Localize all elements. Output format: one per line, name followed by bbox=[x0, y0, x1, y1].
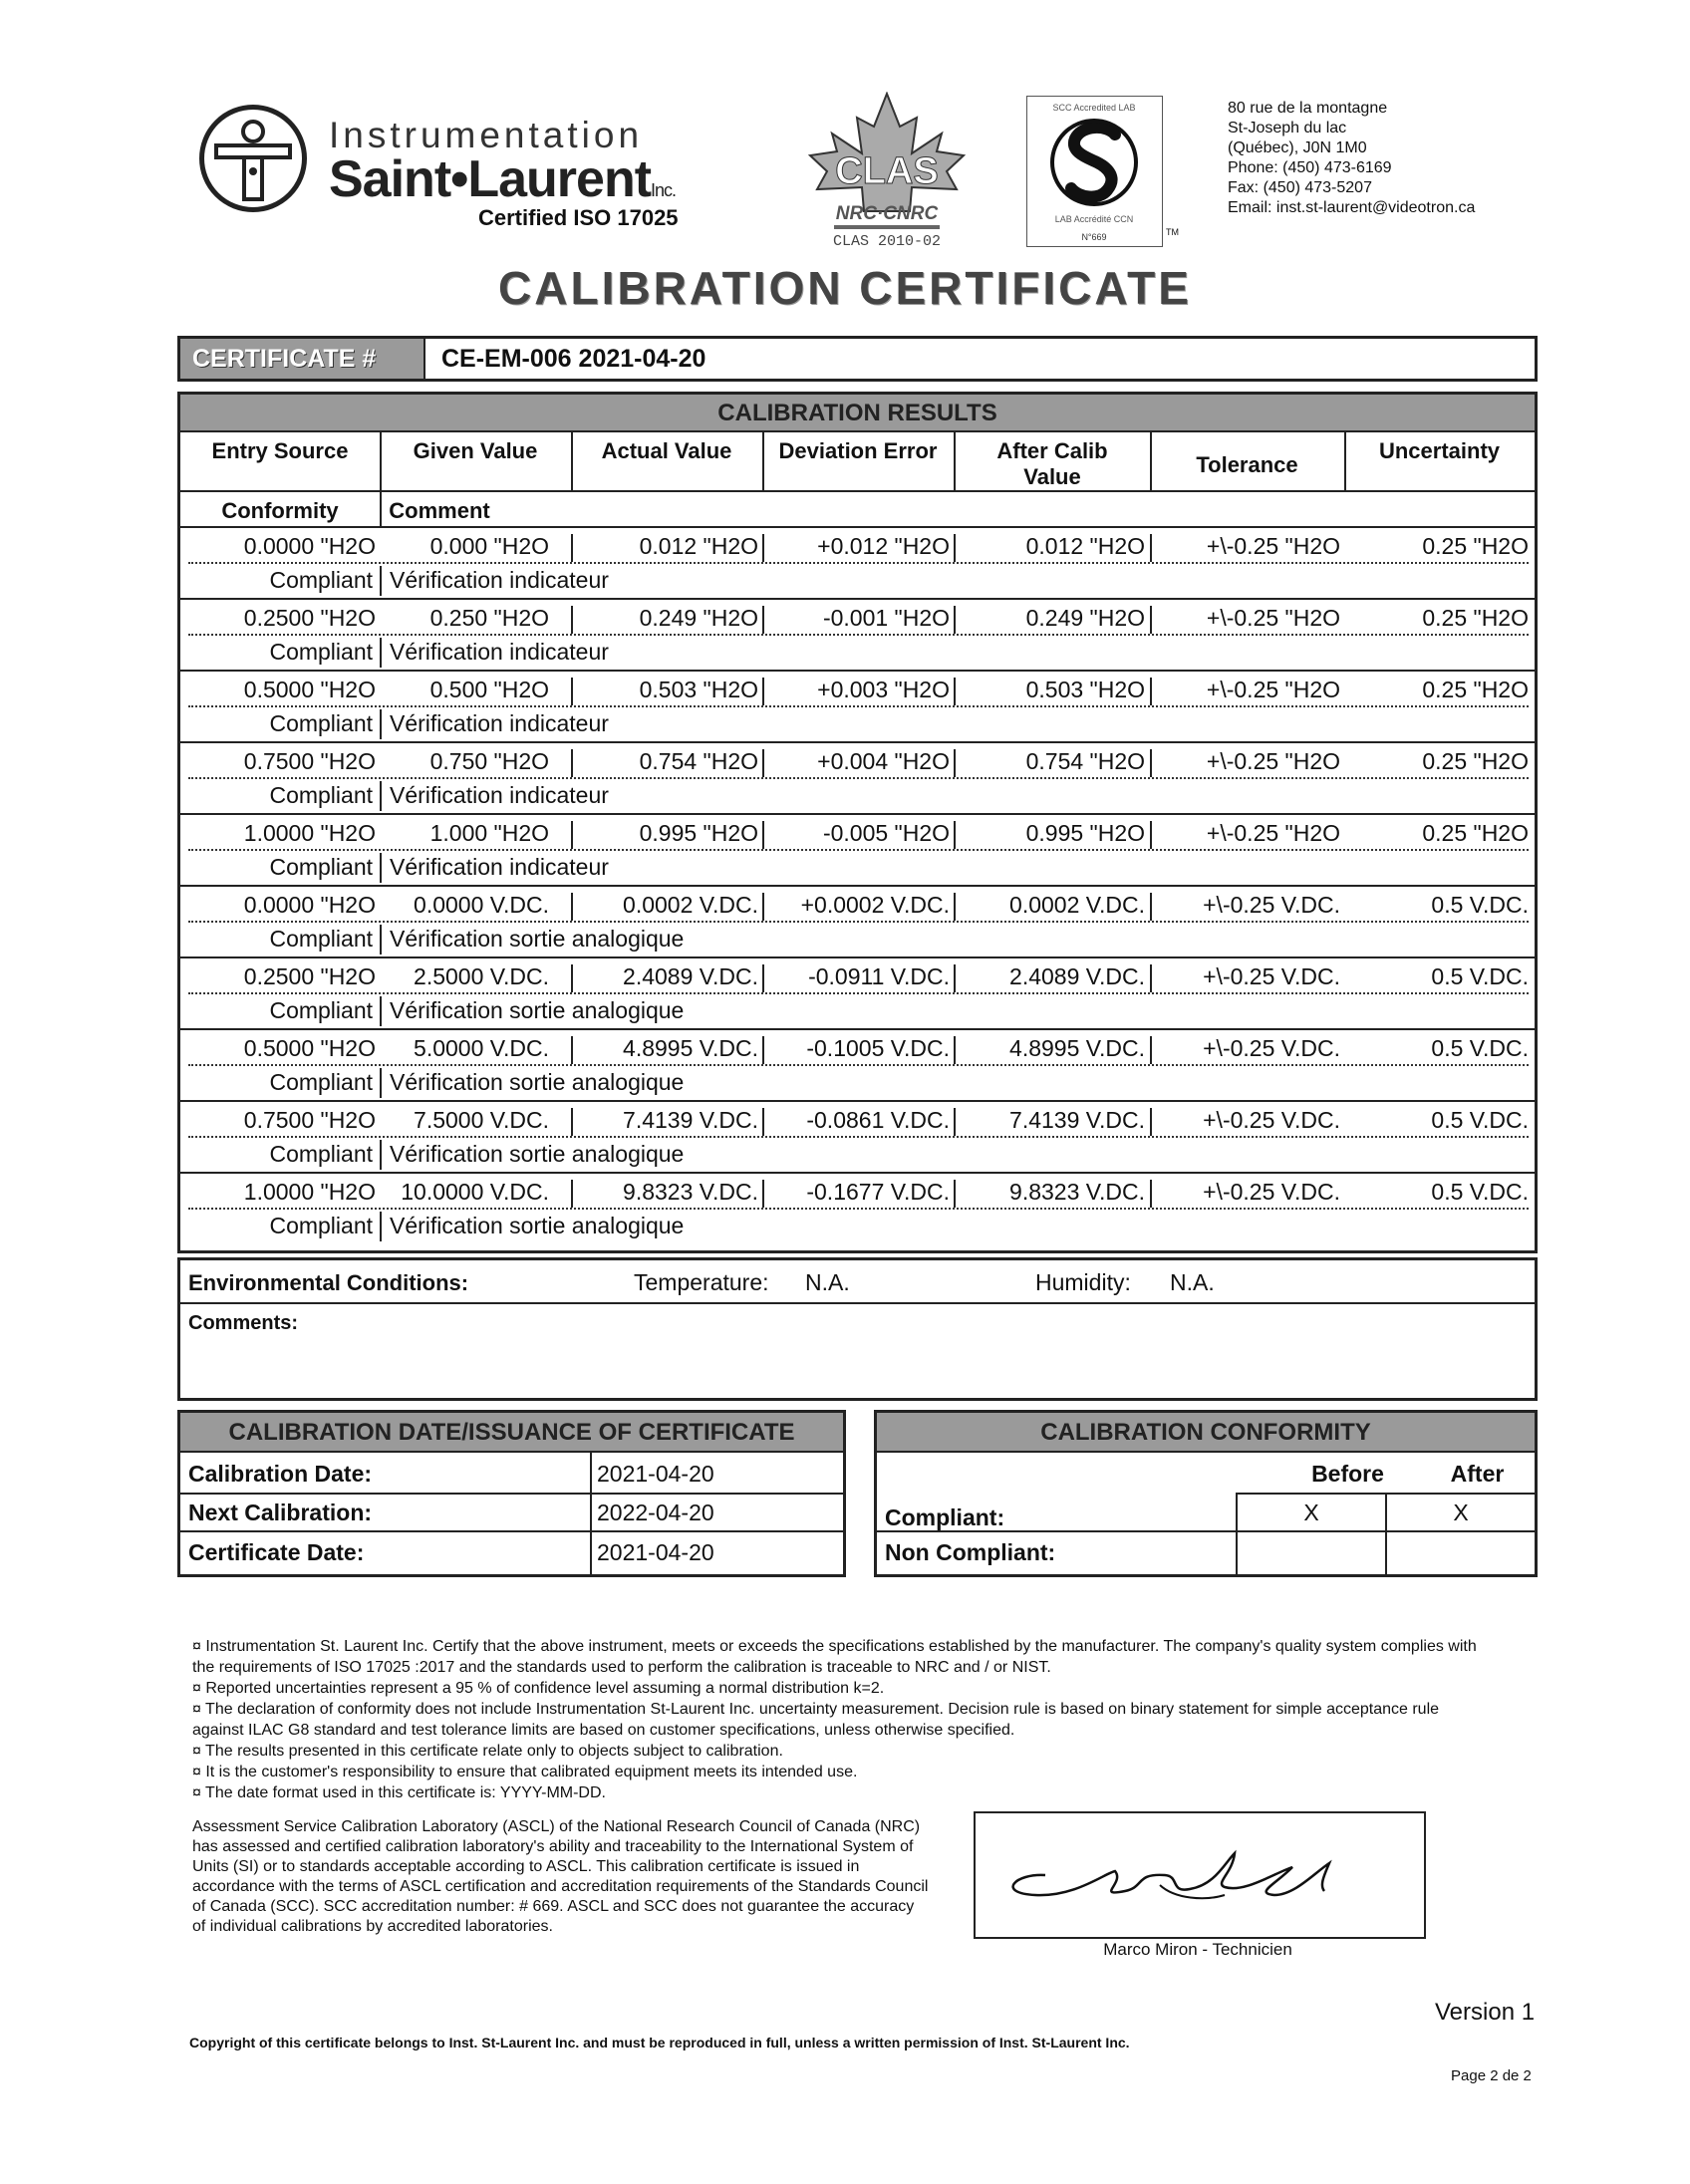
actual-value-cell: 2.4089 V.DC. bbox=[623, 963, 758, 989]
row-divider bbox=[180, 1530, 843, 1532]
after-label: After bbox=[1450, 1461, 1505, 1487]
next-calibration-label: Next Calibration: bbox=[188, 1500, 373, 1525]
column-divider bbox=[1150, 1036, 1152, 1064]
conformity-cell: Compliant bbox=[269, 782, 373, 808]
tolerance-cell: +\-0.25 "H2O bbox=[1206, 677, 1340, 702]
column-divider bbox=[762, 964, 764, 992]
col-tolerance: Tolerance bbox=[1196, 452, 1298, 477]
page-number: Page 2 de 2 bbox=[1451, 2067, 1532, 2084]
after-calib-cell: 0.249 "H2O bbox=[1025, 605, 1145, 631]
tolerance-cell: +\-0.25 V.DC. bbox=[1203, 1035, 1340, 1061]
column-divider bbox=[954, 1108, 956, 1136]
uncertainty-cell: 0.25 "H2O bbox=[1422, 605, 1529, 631]
column-divider bbox=[762, 534, 764, 562]
entry-source-cell: 0.0000 "H2O bbox=[243, 892, 376, 918]
uncertainty-cell: 0.5 V.DC. bbox=[1431, 1179, 1529, 1205]
column-divider bbox=[762, 1108, 764, 1136]
actual-value-cell: 0.0002 V.DC. bbox=[623, 892, 758, 918]
conformity-cell: Compliant bbox=[269, 639, 373, 665]
row-dotted-divider bbox=[188, 705, 1529, 707]
col-comment: Comment bbox=[389, 498, 490, 523]
compliant-after: X bbox=[1453, 1500, 1469, 1525]
column-divider bbox=[954, 606, 956, 634]
column-divider bbox=[571, 1108, 573, 1136]
column-divider bbox=[762, 1180, 764, 1208]
column-divider bbox=[1150, 893, 1152, 921]
column-divider bbox=[571, 430, 573, 490]
column-divider bbox=[380, 1212, 382, 1241]
tolerance-cell: +\-0.25 V.DC. bbox=[1203, 892, 1340, 918]
column-divider bbox=[1150, 534, 1152, 562]
given-value-cell: 0.250 "H2O bbox=[429, 605, 549, 631]
column-divider bbox=[571, 1036, 573, 1064]
column-divider bbox=[954, 749, 956, 777]
column-divider bbox=[571, 821, 573, 849]
column-divider bbox=[954, 964, 956, 992]
copyright-notice: Copyright of this certificate belongs to Inst. St-Laurent Inc. and must be reproduced in full, unless a written permission of Inst. St-Laurent Inc. bbox=[189, 2035, 1130, 2050]
column-divider bbox=[590, 1453, 592, 1574]
deviation-error-cell: -0.001 "H2O bbox=[822, 605, 950, 631]
note: ¤ Reported uncertainties represent a 95 % of confidence level assuming a normal distribution k=2. bbox=[192, 1680, 885, 1697]
comment-cell: Vérification sortie analogique bbox=[390, 1213, 685, 1238]
actual-value-cell: 0.754 "H2O bbox=[639, 748, 758, 774]
column-divider bbox=[1150, 606, 1152, 634]
compliant-label: Compliant: bbox=[885, 1504, 1005, 1530]
certificate-label: CERTIFICATE # bbox=[180, 339, 425, 379]
after-calib-cell: 0.995 "H2O bbox=[1025, 820, 1145, 846]
column-divider bbox=[954, 821, 956, 849]
entry-source-cell: 0.5000 "H2O bbox=[243, 677, 376, 702]
column-divider bbox=[954, 678, 956, 705]
environment-label: Environmental Conditions: bbox=[188, 1270, 469, 1295]
entry-source-cell: 0.7500 "H2O bbox=[243, 1107, 376, 1133]
uncertainty-cell: 0.25 "H2O bbox=[1422, 748, 1529, 774]
column-divider bbox=[571, 606, 573, 634]
column-divider bbox=[762, 821, 764, 849]
after-calib-cell: 0.0002 V.DC. bbox=[1009, 892, 1145, 918]
column-divider bbox=[1150, 749, 1152, 777]
humidity-label: Humidity: bbox=[1035, 1269, 1131, 1295]
certificate-value: CE-EM-006 2021-04-20 bbox=[441, 345, 706, 373]
deviation-error-cell: +0.004 "H2O bbox=[817, 748, 950, 774]
column-divider bbox=[380, 709, 382, 739]
column-divider bbox=[954, 893, 956, 921]
given-value-cell: 10.0000 V.DC. bbox=[401, 1179, 549, 1205]
after-calib-cell: 7.4139 V.DC. bbox=[1009, 1107, 1145, 1133]
address-line: St-Joseph du lac bbox=[1228, 120, 1347, 136]
row-divider bbox=[180, 670, 1535, 672]
row-divider bbox=[180, 1172, 1535, 1174]
clas-sub: NRC·CNRC bbox=[835, 203, 939, 224]
column-divider bbox=[954, 430, 956, 490]
tolerance-cell: +\-0.25 "H2O bbox=[1206, 605, 1340, 631]
column-divider bbox=[380, 430, 382, 526]
actual-value-cell: 0.503 "H2O bbox=[639, 677, 758, 702]
row-divider bbox=[180, 956, 1535, 958]
comment-cell: Vérification sortie analogique bbox=[390, 1069, 685, 1095]
actual-value-cell: 0.249 "H2O bbox=[639, 605, 758, 631]
uncertainty-cell: 0.25 "H2O bbox=[1422, 677, 1529, 702]
col-after-calib: After Calib Value bbox=[996, 438, 1108, 489]
note: ¤ The declaration of conformity does not include Instrumentation St-Laurent Inc. uncertainty measurement. Decision rule is based on binary statement for simple acceptance rule against ILAC G8 standard and test tolerance limits are based on customer specifications, unless otherwise specified. bbox=[192, 1701, 1440, 1739]
note: ¤ The results presented in this certificate relate only to objects subject to calibration. bbox=[192, 1743, 783, 1760]
column-divider bbox=[1150, 1180, 1152, 1208]
uncertainty-cell: 0.25 "H2O bbox=[1422, 533, 1529, 559]
certificate-notes bbox=[192, 1636, 1488, 1803]
comment-cell: Vérification sortie analogique bbox=[390, 1141, 685, 1167]
clas-logo bbox=[792, 92, 982, 251]
column-divider bbox=[954, 534, 956, 562]
deviation-error-cell: +0.012 "H2O bbox=[817, 533, 950, 559]
given-value-cell: 1.000 "H2O bbox=[429, 820, 549, 846]
deviation-error-cell: -0.1005 V.DC. bbox=[806, 1035, 950, 1061]
company-address bbox=[1228, 99, 1475, 218]
column-divider bbox=[380, 781, 382, 811]
conformity-cell: Compliant bbox=[269, 710, 373, 736]
column-divider bbox=[571, 893, 573, 921]
deviation-error-cell: -0.1677 V.DC. bbox=[806, 1179, 950, 1205]
entry-source-cell: 0.2500 "H2O bbox=[243, 963, 376, 989]
comment-cell: Vérification indicateur bbox=[390, 710, 609, 736]
before-label: Before bbox=[1311, 1461, 1384, 1487]
signature-name: Marco Miron - Technicien bbox=[1103, 1940, 1292, 1959]
given-value-cell: 0.500 "H2O bbox=[429, 677, 549, 702]
row-dotted-divider bbox=[188, 1136, 1529, 1138]
column-divider bbox=[762, 749, 764, 777]
row-divider bbox=[180, 1028, 1535, 1030]
comment-cell: Vérification indicateur bbox=[390, 782, 609, 808]
after-calib-cell: 0.754 "H2O bbox=[1025, 748, 1145, 774]
temperature-label: Temperature: bbox=[634, 1269, 769, 1295]
next-calibration-value: 2022-04-20 bbox=[597, 1500, 714, 1525]
scc-logo bbox=[1026, 96, 1163, 247]
given-value-cell: 5.0000 V.DC. bbox=[414, 1035, 549, 1061]
humidity-value: N.A. bbox=[1170, 1269, 1215, 1295]
column-divider bbox=[571, 964, 573, 992]
column-divider bbox=[380, 853, 382, 883]
actual-value-cell: 7.4139 V.DC. bbox=[623, 1107, 758, 1133]
column-divider bbox=[571, 1180, 573, 1208]
tolerance-cell: +\-0.25 V.DC. bbox=[1203, 1107, 1340, 1133]
column-divider bbox=[762, 1036, 764, 1064]
given-value-cell: 0.0000 V.DC. bbox=[414, 892, 549, 918]
column-divider bbox=[1150, 821, 1152, 849]
column-divider bbox=[1150, 678, 1152, 705]
col-deviation-error: Deviation Error bbox=[778, 438, 938, 463]
comment-cell: Vérification indicateur bbox=[390, 854, 609, 880]
address-phone: Phone: (450) 473-6169 bbox=[1228, 159, 1392, 176]
address-line: 80 rue de la montagne bbox=[1228, 100, 1388, 117]
column-divider bbox=[380, 566, 382, 596]
scc-bottom: LAB Accrédité CCN bbox=[1054, 214, 1134, 224]
deviation-error-cell: +0.0002 V.DC. bbox=[800, 892, 950, 918]
note: ¤ The date format used in this certificate is: YYYY-MM-DD. bbox=[192, 1784, 606, 1801]
col-given-value: Given Value bbox=[413, 438, 538, 463]
row-dotted-divider bbox=[188, 1064, 1529, 1066]
environment-box bbox=[177, 1257, 1538, 1401]
scc-top: SCC Accredited LAB bbox=[1052, 103, 1136, 113]
uncertainty-cell: 0.25 "H2O bbox=[1422, 820, 1529, 846]
page-title: CALIBRATION CERTIFICATE bbox=[498, 262, 1192, 314]
actual-value-cell: 0.995 "H2O bbox=[639, 820, 758, 846]
column-divider bbox=[762, 606, 764, 634]
row-divider bbox=[180, 813, 1535, 815]
tolerance-cell: +\-0.25 "H2O bbox=[1206, 748, 1340, 774]
comment-cell: Vérification sortie analogique bbox=[390, 926, 685, 952]
row-dotted-divider bbox=[188, 992, 1529, 994]
note: ¤ Instrumentation St. Laurent Inc. Certify that the above instrument, meets or exceeds the specifications established by the manufacturer. The company's quality system complies with the requirements of ISO 17025 :2017 and the standards used to perform the calibration is traceable to NRC and / or NIST. bbox=[192, 1638, 1477, 1676]
header-divider bbox=[180, 490, 1535, 492]
actual-value-cell: 0.012 "H2O bbox=[639, 533, 758, 559]
address-email: Email: inst.st-laurent@videotron.ca bbox=[1228, 199, 1476, 216]
dates-heading: CALIBRATION DATE/ISSUANCE OF CERTIFICATE bbox=[180, 1413, 843, 1453]
given-value-cell: 2.5000 V.DC. bbox=[414, 963, 549, 989]
ascl-statement: Assessment Service Calibration Laboratory (ASCL) of the National Research Council of Canada (NRC) has assessed and certified calibration laboratory's ability and traceability to the International System of Units (SI) or to standards acceptable according to ASCL. This calibration certificate is issued in accordance with the terms of ASCL certification and accreditation requirements of the Standards Council of Canada (SCC). SCC accreditation number: # 669. ASCL and SCC does not guarantee the accuracy of individual calibrations by accredited laboratories. bbox=[192, 1818, 929, 1935]
conformity-cell: Compliant bbox=[269, 926, 373, 952]
comment-cell: Vérification indicateur bbox=[390, 639, 609, 665]
conformity-heading: CALIBRATION CONFORMITY bbox=[877, 1413, 1535, 1453]
clas-text: CLAS bbox=[835, 150, 939, 192]
tolerance-cell: +\-0.25 V.DC. bbox=[1203, 1179, 1340, 1205]
calibration-date-label: Calibration Date: bbox=[188, 1461, 373, 1487]
column-divider bbox=[380, 925, 382, 955]
col-uncertainty: Uncertainty bbox=[1378, 438, 1501, 463]
calibration-dates-box bbox=[177, 1410, 846, 1577]
row-divider bbox=[180, 1100, 1535, 1102]
uncertainty-cell: 0.5 V.DC. bbox=[1431, 1107, 1529, 1133]
column-divider bbox=[1150, 964, 1152, 992]
after-calib-cell: 0.503 "H2O bbox=[1025, 677, 1145, 702]
note: ¤ It is the customer's responsibility to ensure that calibrated equipment meets its intended use. bbox=[192, 1764, 858, 1780]
column-divider bbox=[954, 1036, 956, 1064]
given-value-cell: 0.750 "H2O bbox=[429, 748, 549, 774]
tolerance-cell: +\-0.25 V.DC. bbox=[1203, 963, 1340, 989]
entry-source-cell: 0.0000 "H2O bbox=[243, 533, 376, 559]
row-dotted-divider bbox=[188, 562, 1529, 564]
row-dotted-divider bbox=[188, 1208, 1529, 1210]
given-value-cell: 0.000 "H2O bbox=[429, 533, 549, 559]
conformity-cell: Compliant bbox=[269, 1141, 373, 1167]
col-conformity: Conformity bbox=[221, 498, 339, 523]
col-actual-value: Actual Value bbox=[601, 438, 732, 463]
iso-certified: Certified ISO 17025 bbox=[478, 205, 679, 230]
row-dotted-divider bbox=[188, 921, 1529, 923]
entry-source-cell: 0.5000 "H2O bbox=[243, 1035, 376, 1061]
column-divider bbox=[380, 1140, 382, 1170]
column-divider bbox=[1344, 430, 1346, 490]
conformity-cell: Compliant bbox=[269, 1213, 373, 1238]
column-divider bbox=[571, 534, 573, 562]
row-dotted-divider bbox=[188, 777, 1529, 779]
column-divider bbox=[762, 430, 764, 490]
calibration-conformity-box bbox=[874, 1410, 1538, 1577]
col-entry-source: Entry Source bbox=[211, 438, 349, 463]
address-fax: Fax: (450) 473-5207 bbox=[1228, 179, 1372, 196]
scc-number: N°669 bbox=[1081, 232, 1107, 242]
company-logo-icon bbox=[199, 105, 307, 212]
comment-cell: Vérification sortie analogique bbox=[390, 997, 685, 1023]
clas-code: CLAS 2010-02 bbox=[832, 233, 942, 250]
comments-label: Comments: bbox=[188, 1312, 299, 1334]
uncertainty-cell: 0.5 V.DC. bbox=[1431, 1035, 1529, 1061]
column-divider bbox=[571, 678, 573, 705]
column-divider bbox=[571, 749, 573, 777]
column-divider bbox=[954, 1180, 956, 1208]
given-value-cell: 7.5000 V.DC. bbox=[414, 1107, 549, 1133]
row-dotted-divider bbox=[188, 849, 1529, 851]
column-divider bbox=[380, 638, 382, 668]
header-divider bbox=[180, 526, 1535, 528]
conformity-cell: Compliant bbox=[269, 1069, 373, 1095]
row-divider bbox=[180, 741, 1535, 743]
comment-cell: Vérification indicateur bbox=[390, 567, 609, 593]
noncompliant-label: Non Compliant: bbox=[885, 1539, 1056, 1565]
deviation-error-cell: -0.0861 V.DC. bbox=[806, 1107, 950, 1133]
signature-box bbox=[974, 1811, 1426, 1939]
company-suffix: Inc. bbox=[651, 180, 677, 200]
column-divider bbox=[380, 996, 382, 1026]
compliant-before: X bbox=[1303, 1500, 1319, 1525]
calibration-results-table bbox=[177, 392, 1538, 1253]
environment-divider bbox=[180, 1302, 1535, 1304]
version-label: Version 1 bbox=[1435, 1999, 1536, 2026]
row-divider bbox=[180, 598, 1535, 600]
column-divider bbox=[762, 893, 764, 921]
row-divider bbox=[180, 1493, 843, 1495]
certificate-number-box bbox=[177, 336, 1538, 382]
column-divider bbox=[1150, 430, 1152, 490]
entry-source-cell: 0.2500 "H2O bbox=[243, 605, 376, 631]
row-dotted-divider bbox=[188, 634, 1529, 636]
conformity-cell: Compliant bbox=[269, 854, 373, 880]
deviation-error-cell: -0.005 "H2O bbox=[822, 820, 950, 846]
address-line: (Québec), J0N 1M0 bbox=[1228, 139, 1367, 156]
deviation-error-cell: +0.003 "H2O bbox=[817, 677, 950, 702]
temperature-value: N.A. bbox=[805, 1269, 850, 1295]
actual-value-cell: 9.8323 V.DC. bbox=[623, 1179, 758, 1205]
uncertainty-cell: 0.5 V.DC. bbox=[1431, 892, 1529, 918]
entry-source-cell: 0.7500 "H2O bbox=[243, 748, 376, 774]
tolerance-cell: +\-0.25 "H2O bbox=[1206, 820, 1340, 846]
after-calib-cell: 9.8323 V.DC. bbox=[1009, 1179, 1145, 1205]
after-calib-cell: 0.012 "H2O bbox=[1025, 533, 1145, 559]
after-calib-cell: 4.8995 V.DC. bbox=[1009, 1035, 1145, 1061]
entry-source-cell: 1.0000 "H2O bbox=[243, 820, 376, 846]
deviation-error-cell: -0.0911 V.DC. bbox=[808, 963, 950, 989]
conformity-cell: Compliant bbox=[269, 567, 373, 593]
after-calib-cell: 2.4089 V.DC. bbox=[1009, 963, 1145, 989]
row-divider bbox=[180, 885, 1535, 887]
actual-value-cell: 4.8995 V.DC. bbox=[623, 1035, 758, 1061]
scc-tm: TM bbox=[1166, 227, 1179, 237]
results-heading: CALIBRATION RESULTS bbox=[180, 395, 1535, 432]
column-divider bbox=[1150, 1108, 1152, 1136]
entry-source-cell: 1.0000 "H2O bbox=[243, 1179, 376, 1205]
conformity-cell: Compliant bbox=[269, 997, 373, 1023]
certificate-date-value: 2021-04-20 bbox=[597, 1539, 714, 1565]
company-name-line2: Saint•LaurentInc. bbox=[329, 150, 677, 208]
uncertainty-cell: 0.5 V.DC. bbox=[1431, 963, 1529, 989]
company-name-line1: Instrumentation bbox=[329, 115, 644, 155]
column-divider bbox=[380, 1068, 382, 1098]
tolerance-cell: +\-0.25 "H2O bbox=[1206, 533, 1340, 559]
calibration-date-value: 2021-04-20 bbox=[597, 1461, 714, 1487]
row-divider bbox=[877, 1530, 1535, 1532]
signature-icon bbox=[976, 1813, 1424, 1937]
column-divider bbox=[762, 678, 764, 705]
certificate-date-label: Certificate Date: bbox=[188, 1539, 365, 1565]
